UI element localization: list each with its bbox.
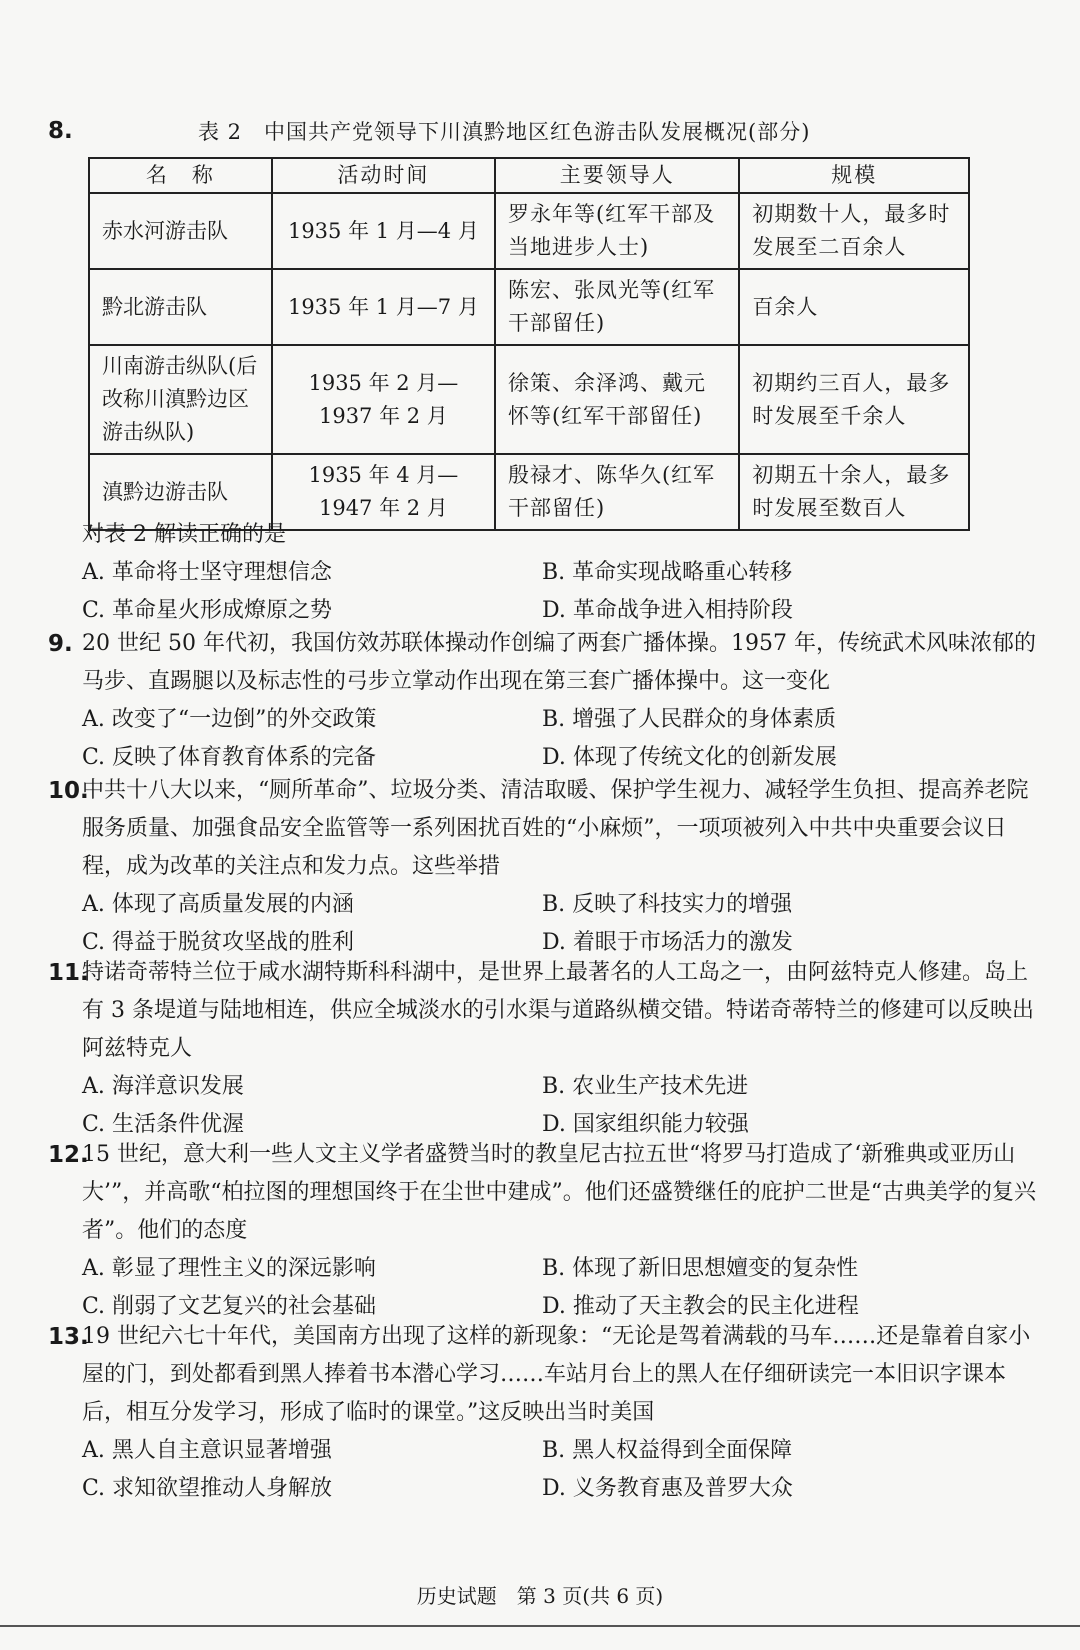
question-9 (48, 625, 1044, 777)
question-11 (48, 954, 1044, 1144)
option-c: C. 革命星火形成燎原之势 (82, 598, 333, 623)
cell-period: 1935 年 4 月—1947 年 2 月 (272, 454, 495, 530)
page-footer: 历史试题 第 3 页(共 6 页) (416, 1584, 664, 1608)
cell-leaders: 殷禄才、陈华久(红军干部留任) (495, 454, 739, 530)
option-a: A. 体现了高质量发展的内涵 (82, 892, 354, 917)
question-12 (48, 1136, 1044, 1326)
option-c: C. 反映了体育教育体系的完备 (82, 745, 377, 770)
question-8-body (48, 516, 1044, 630)
option-c: C. 求知欲望推动人身解放 (82, 1476, 333, 1501)
option-c: C. 削弱了文艺复兴的社会基础 (82, 1294, 377, 1319)
question-stem: 20 世纪 50 年代初，我国仿效苏联体操动作创编了两套广播体操。1957 年，传统武术风味浓郁的马步、直踢腿以及标志性的弓步立掌动作出现在第三套广播体操中。这一变化 (82, 631, 1036, 694)
cell-scale: 初期五十余人，最多时发展至数百人 (739, 454, 969, 530)
question-number: 8. (48, 118, 73, 144)
option-d: D. 着眼于市场活力的激发 (542, 930, 793, 955)
cell-name: 赤水河游击队 (89, 193, 272, 269)
option-a: A. 改变了“一边倒”的外交政策 (82, 707, 377, 732)
table-row (89, 269, 969, 345)
cell-leaders: 徐策、余泽鸿、戴元怀等(红军干部留任) (495, 345, 739, 454)
question-number: 10. (48, 778, 89, 804)
question-stem: 对表 2 解读正确的是 (82, 522, 286, 547)
question-13 (48, 1318, 1044, 1508)
cell-period: 1935 年 2 月—1937 年 2 月 (272, 345, 495, 454)
option-b: B. 农业生产技术先进 (542, 1074, 749, 1099)
option-b: B. 体现了新旧思想嬗变的复杂性 (542, 1256, 859, 1281)
option-b: B. 革命实现战略重心转移 (542, 560, 793, 585)
option-b: B. 反映了科技实力的增强 (542, 892, 793, 917)
cell-leaders: 陈宏、张凤光等(红军干部留任) (495, 269, 739, 345)
option-a: A. 黑人自主意识显著增强 (82, 1438, 332, 1463)
question-number: 13. (48, 1324, 89, 1350)
header-leaders: 主要领导人 (495, 158, 739, 193)
question-number: 9. (48, 631, 73, 657)
option-d: D. 推动了天主教会的民主化进程 (542, 1294, 859, 1319)
table-row (89, 345, 969, 454)
guerrilla-table (88, 157, 970, 531)
option-a: A. 彰显了理性主义的深远影响 (82, 1256, 376, 1281)
table-caption: 表 2 中国共产党领导下川滇黔地区红色游击队发展概况(部分) (198, 120, 811, 144)
question-number: 12. (48, 1142, 89, 1168)
question-stem: 19 世纪六七十年代，美国南方出现了这样的新现象：“无论是驾着满载的马车……还是靠着自家小屋的门，到处都看到黑人捧着书本潜心学习……车站月台上的黑人在仔细研读完一本旧识字课本后，相互分发学习，形成了临时的课堂。”这反映出当时美国 (82, 1324, 1031, 1425)
question-8-header (48, 116, 1040, 150)
header-period: 活动时间 (272, 158, 495, 193)
question-stem: 15 世纪，意大利一些人文主义学者盛赞当时的教皇尼古拉五世“将罗马打造成了‘新雅典或亚历山大’”，并高歌“柏拉图的理想国终于在尘世中建成”。他们还盛赞继任的庇护二世是“古典美学的复兴者”。他们的态度 (82, 1142, 1036, 1243)
option-d: D. 国家组织能力较强 (542, 1112, 749, 1137)
question-stem: 中共十八大以来，“厕所革命”、垃圾分类、清洁取暖、保护学生视力、减轻学生负担、提高养老院服务质量、加强食品安全监管等一系列困扰百姓的“小麻烦”，一项项被列入中共中央重要会议日程，成为改革的关注点和发力点。这些举措 (82, 778, 1029, 879)
question-10 (48, 772, 1044, 962)
bottom-rule (0, 1625, 1080, 1627)
option-b: B. 黑人权益得到全面保障 (542, 1438, 793, 1463)
cell-scale: 百余人 (739, 269, 969, 345)
table-row (89, 193, 969, 269)
option-c: C. 生活条件优渥 (82, 1112, 245, 1137)
table-header-row (89, 158, 969, 193)
option-c: C. 得益于脱贫攻坚战的胜利 (82, 930, 355, 955)
option-a: A. 海洋意识发展 (82, 1074, 244, 1099)
question-number: 11. (48, 960, 89, 986)
cell-name: 黔北游击队 (89, 269, 272, 345)
cell-period: 1935 年 1 月—4 月 (272, 193, 495, 269)
cell-scale: 初期约三百人，最多时发展至千余人 (739, 345, 969, 454)
option-a: A. 革命将士坚守理想信念 (82, 560, 332, 585)
option-d: D. 体现了传统文化的创新发展 (542, 745, 837, 770)
cell-name: 滇黔边游击队 (89, 454, 272, 530)
header-name: 名 称 (89, 158, 272, 193)
header-scale: 规模 (739, 158, 969, 193)
cell-name: 川南游击纵队(后改称川滇黔边区游击纵队) (89, 345, 272, 454)
cell-leaders: 罗永年等(红军干部及当地进步人士) (495, 193, 739, 269)
question-stem: 特诺奇蒂特兰位于咸水湖特斯科科湖中，是世界上最著名的人工岛之一，由阿兹特克人修建。岛上有 3 条堤道与陆地相连，供应全城淡水的引水渠与道路纵横交错。特诺奇蒂特兰的修建可以反映出阿兹特克人 (82, 960, 1034, 1061)
option-b: B. 增强了人民群众的身体素质 (542, 707, 837, 732)
cell-scale: 初期数十人，最多时发展至二百余人 (739, 193, 969, 269)
cell-period: 1935 年 1 月—7 月 (272, 269, 495, 345)
option-d: D. 革命战争进入相持阶段 (542, 598, 793, 623)
option-d: D. 义务教育惠及普罗大众 (542, 1476, 793, 1501)
